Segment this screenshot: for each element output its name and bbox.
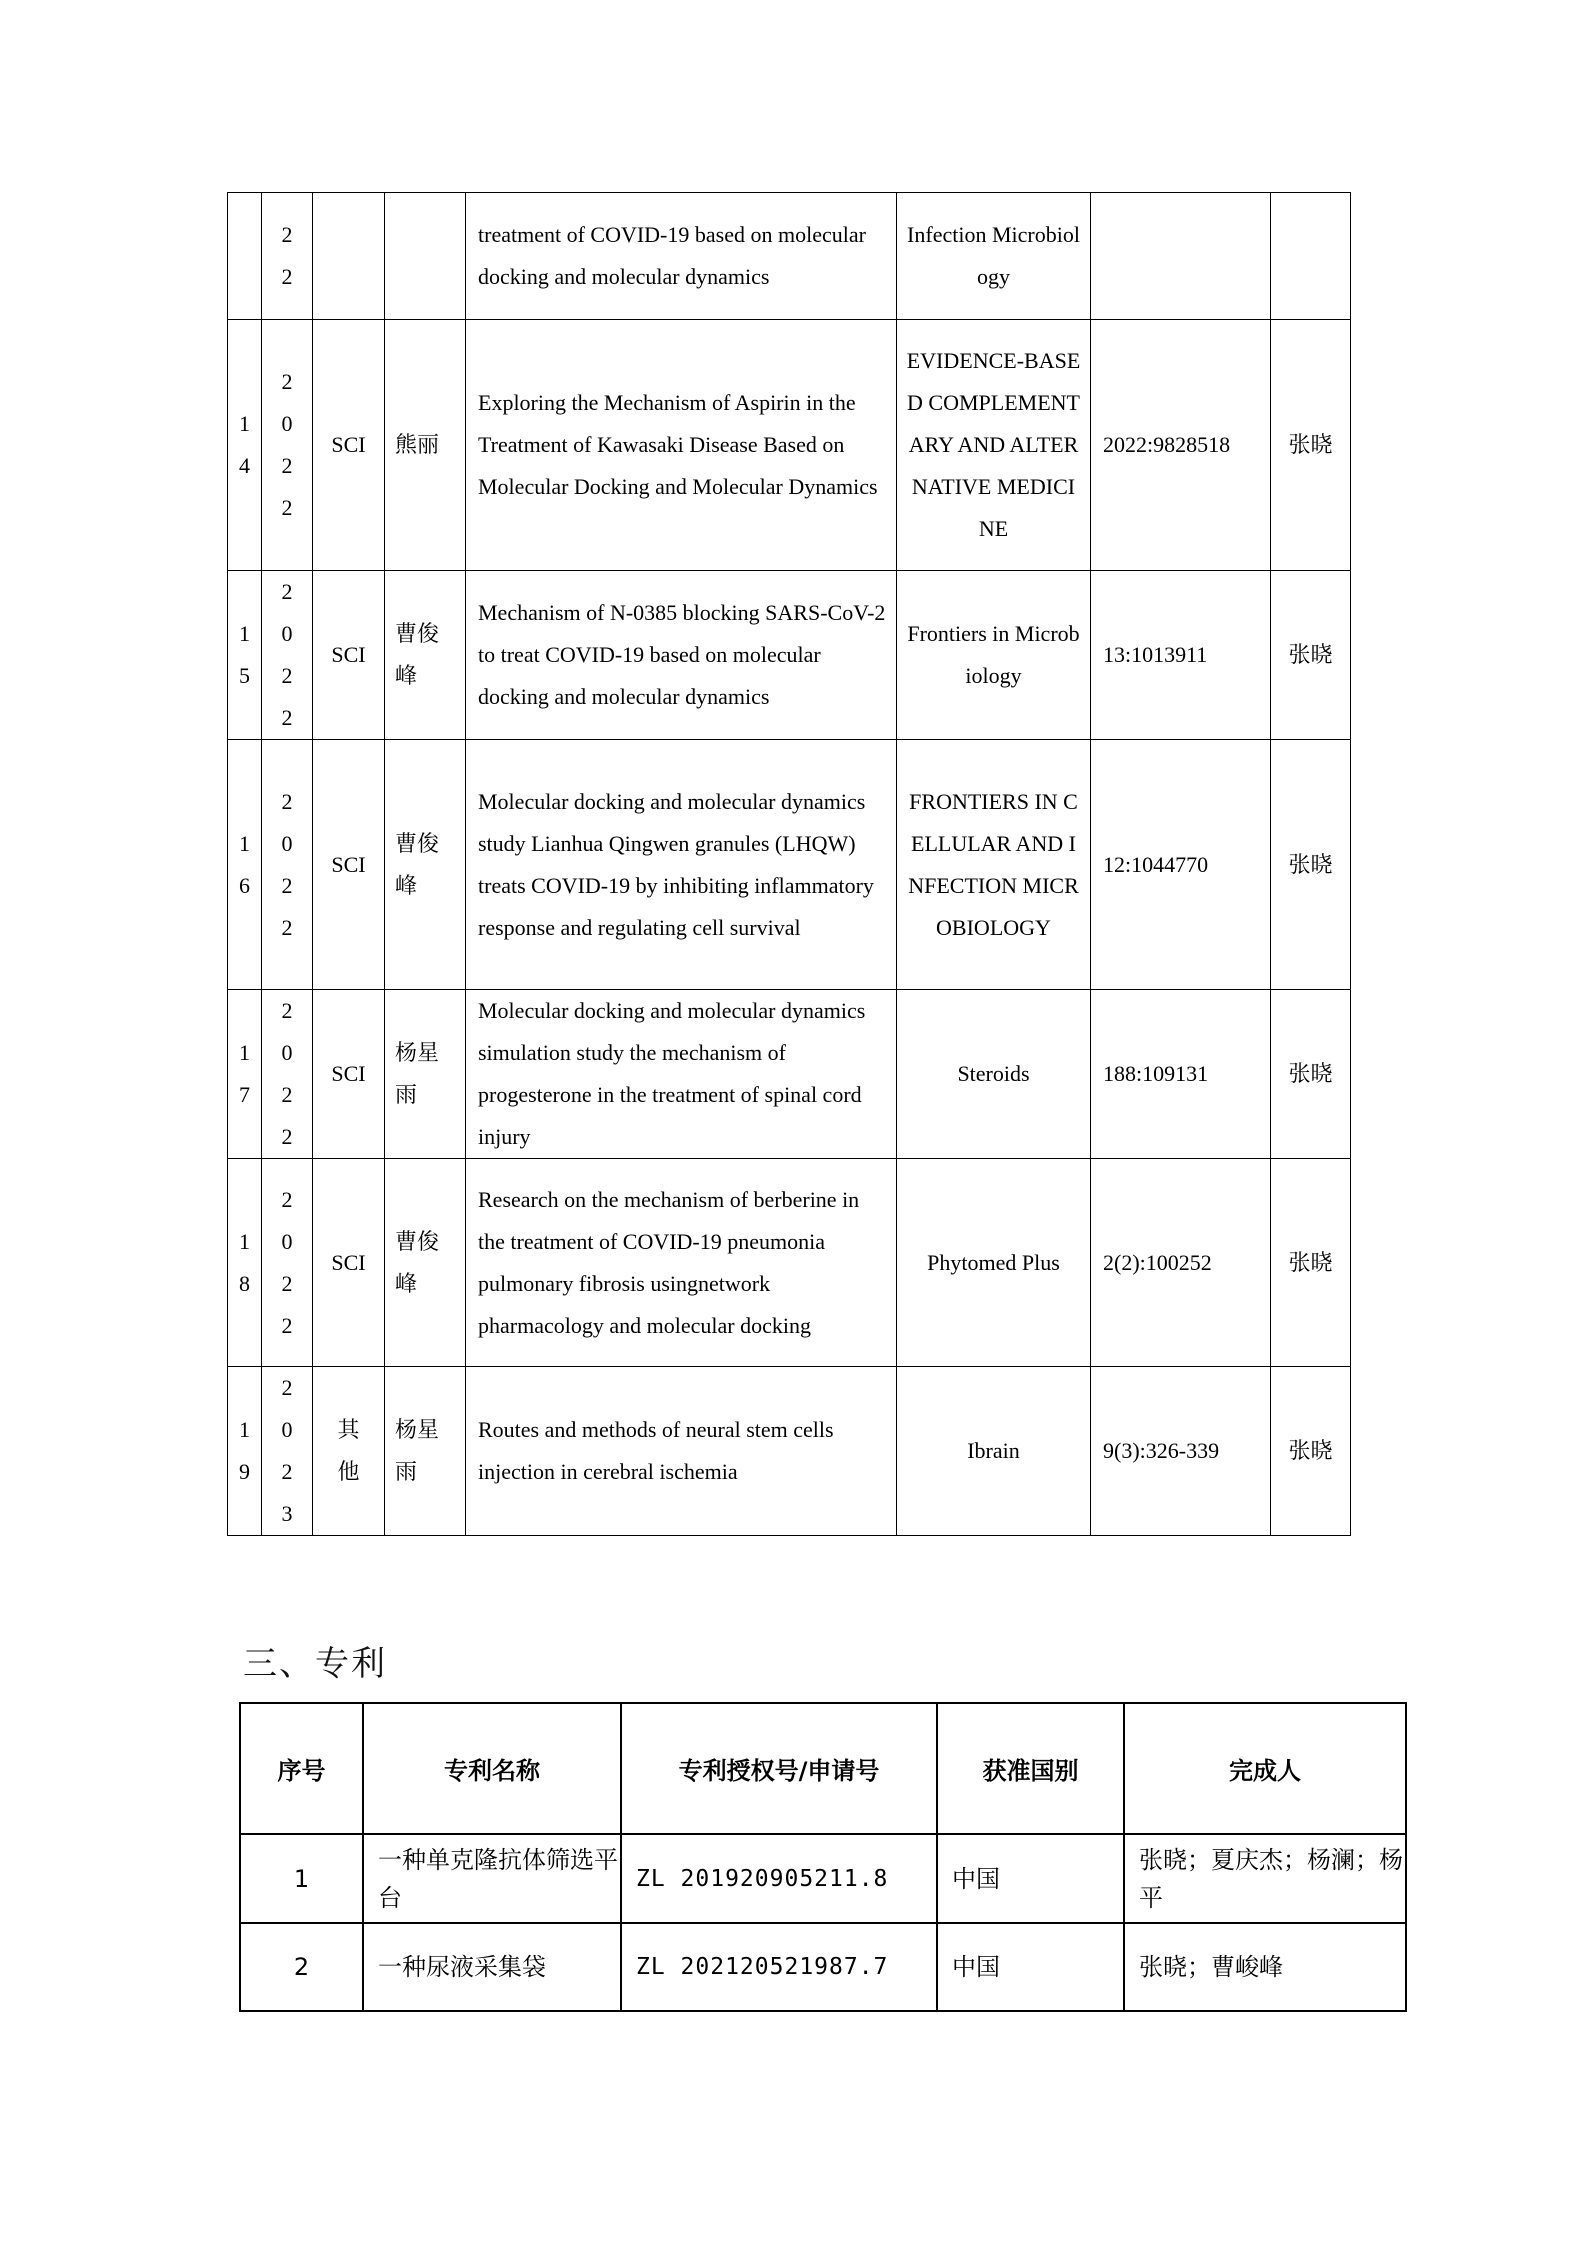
pub-index [228,1367,262,1536]
pub-index [228,1159,262,1367]
pub-type: SCI [313,740,385,990]
pub-author-char: 峰 [395,663,418,688]
pub-author [385,740,466,990]
pub-type [313,193,385,320]
header-index: 序号 [240,1703,363,1834]
pub-year-char: 2 [281,705,293,730]
pub-year-char: 0 [281,830,293,856]
patent-name: 一种单克隆抗体筛选平台 [363,1834,621,1923]
patents-header-row [240,1703,1406,1834]
pub-type: SCI [313,571,385,740]
pub-author-char: 杨星 [395,1040,440,1065]
publications-table [227,192,1351,1536]
patent-inventors: 张晓；曹峻峰 [1124,1923,1406,2011]
pub-type: SCI [313,1159,385,1367]
pub-title: Molecular docking and molecular dynamics simulation study the mechanism of progesterone in the treatment of spinal cord injury [466,990,897,1159]
pub-index-char: 1 [239,830,250,856]
pub-year-char: 2 [281,264,293,289]
pub-journal: Ibrain [897,1367,1091,1536]
pub-year [262,1367,313,1536]
header-country: 获准国别 [937,1703,1124,1834]
pub-year-char: 2 [281,453,293,478]
pub-title: Research on the mechanism of berberine in the treatment of COVID-19 pneumonia pulmonary fibrosis usingnetwork pharmacology and molecular docking [466,1159,897,1367]
pub-corresponding-author: 张晓 [1271,740,1351,990]
pub-year-char: 2 [281,663,293,688]
pub-corresponding-author: 张晓 [1271,1159,1351,1367]
pub-index [228,320,262,571]
pub-year [262,740,313,990]
pub-author-char: 曹俊 [395,830,440,856]
pub-year [262,990,313,1159]
patent-inventors: 张晓；夏庆杰；杨澜；杨平 [1124,1834,1406,1923]
header-patent-number: 专利授权号/申请号 [621,1703,937,1834]
pub-author [385,193,466,320]
pub-year-char: 3 [281,1501,293,1526]
pub-year-char: 0 [281,621,293,646]
publication-row [228,740,1351,990]
pub-year-char: 2 [281,1124,293,1149]
pub-year-char: 2 [281,914,293,940]
pub-type [313,1367,385,1536]
pub-author [385,1159,466,1367]
pub-journal: Frontiers in Microbiology [897,571,1091,740]
publication-row [228,320,1351,571]
pub-index [228,571,262,740]
pub-type-char: 他 [337,1459,360,1484]
pub-year-char: 2 [281,369,293,394]
publication-row [228,193,1351,320]
pub-index-char: 7 [239,1082,250,1107]
patent-index: 2 [240,1923,363,2011]
pub-author-char: 峰 [395,1270,418,1296]
pub-index-char: 4 [239,453,250,478]
pub-index [228,193,262,320]
pub-year-char: 0 [281,1228,293,1254]
pub-journal: EVIDENCE-BASED COMPLEMENTARY AND ALTERNATIVE MEDICINE [897,320,1091,571]
pub-title: treatment of COVID-19 based on molecular docking and molecular dynamics [466,193,897,320]
patents-table [239,1702,1407,2012]
pub-volume: 13:1013911 [1091,571,1271,740]
pub-year-char: 2 [281,1082,293,1107]
pub-year-char: 2 [281,579,293,604]
pub-index-char: 8 [239,1270,250,1296]
publication-row [228,990,1351,1159]
header-inventors: 完成人 [1124,1703,1406,1834]
pub-author-char: 峰 [395,872,418,898]
publication-row [228,571,1351,740]
pub-year-char: 0 [281,411,293,436]
pub-corresponding-author: 张晓 [1271,1367,1351,1536]
pub-volume: 2(2):100252 [1091,1159,1271,1367]
pub-year-char: 2 [281,222,293,247]
pub-year [262,1159,313,1367]
pub-volume [1091,193,1271,320]
pub-year-char: 2 [281,1375,293,1400]
pub-year-char: 2 [281,872,293,898]
pub-index-char: 6 [239,872,250,898]
pub-title: Routes and methods of neural stem cells injection in cerebral ischemia [466,1367,897,1536]
pub-corresponding-author: 张晓 [1271,990,1351,1159]
pub-volume: 188:109131 [1091,990,1271,1159]
pub-corresponding-author [1271,193,1351,320]
pub-title: Mechanism of N-0385 blocking SARS-CoV-2 to treat COVID-19 based on molecular docking and molecular dynamics [466,571,897,740]
patent-name: 一种尿液采集袋 [363,1923,621,2011]
publication-row [228,1159,1351,1367]
pub-index-char: 1 [239,411,250,436]
pub-year-char: 2 [281,1186,293,1212]
header-patent-name: 专利名称 [363,1703,621,1834]
pub-volume: 9(3):326-339 [1091,1367,1271,1536]
pub-author [385,990,466,1159]
pub-author-char: 曹俊 [395,1228,440,1254]
pub-title: Exploring the Mechanism of Aspirin in the Treatment of Kawasaki Disease Based on Molecular Docking and Molecular Dynamics [466,320,897,571]
pub-type-char: 其 [337,1417,360,1442]
pub-year [262,320,313,571]
patent-country: 中国 [937,1923,1124,2011]
pub-year-char: 2 [281,495,293,520]
pub-author-char: 熊丽 [395,432,440,457]
pub-author [385,1367,466,1536]
pub-year-char: 2 [281,788,293,814]
pub-journal: Phytomed Plus [897,1159,1091,1367]
pub-author-char: 曹俊 [395,621,440,646]
pub-corresponding-author: 张晓 [1271,320,1351,571]
pub-index [228,740,262,990]
pub-year-char: 0 [281,1040,293,1065]
pub-author-char: 雨 [395,1459,418,1484]
pub-journal: Infection Microbiology [897,193,1091,320]
pub-author [385,320,466,571]
patent-row [240,1923,1406,2011]
pub-author [385,571,466,740]
pub-year-char: 2 [281,1459,293,1484]
pub-author-char: 杨星 [395,1417,440,1442]
pub-author-char: 雨 [395,1082,418,1107]
pub-index-char: 9 [239,1459,250,1484]
pub-year-char: 2 [281,1312,293,1338]
pub-journal: FRONTIERS IN CELLULAR AND INFECTION MICROBIOLOGY [897,740,1091,990]
section-heading-patents: 三、专利 [243,1646,387,1683]
publication-row [228,1367,1351,1536]
pub-journal: Steroids [897,990,1091,1159]
pub-year [262,193,313,320]
pub-index-char: 1 [239,621,250,646]
pub-type: SCI [313,990,385,1159]
pub-year-char: 2 [281,998,293,1023]
pub-index-char: 1 [239,1228,250,1254]
patent-number: ZL 201920905211.8 [621,1834,937,1923]
pub-title: Molecular docking and molecular dynamics study Lianhua Qingwen granules (LHQW) treats COVID-19 by inhibiting inflammatory response and regulating cell survival [466,740,897,990]
pub-year [262,571,313,740]
pub-volume: 12:1044770 [1091,740,1271,990]
patent-row [240,1834,1406,1923]
patent-index: 1 [240,1834,363,1923]
patent-country: 中国 [937,1834,1124,1923]
patent-number: ZL 202120521987.7 [621,1923,937,2011]
pub-index [228,990,262,1159]
pub-corresponding-author: 张晓 [1271,571,1351,740]
pub-type: SCI [313,320,385,571]
pub-year-char: 0 [281,1417,293,1442]
pub-index-char: 1 [239,1040,250,1065]
pub-volume: 2022:9828518 [1091,320,1271,571]
pub-index-char: 5 [239,663,250,688]
pub-year-char: 2 [281,1270,293,1296]
pub-index-char: 1 [239,1417,250,1442]
